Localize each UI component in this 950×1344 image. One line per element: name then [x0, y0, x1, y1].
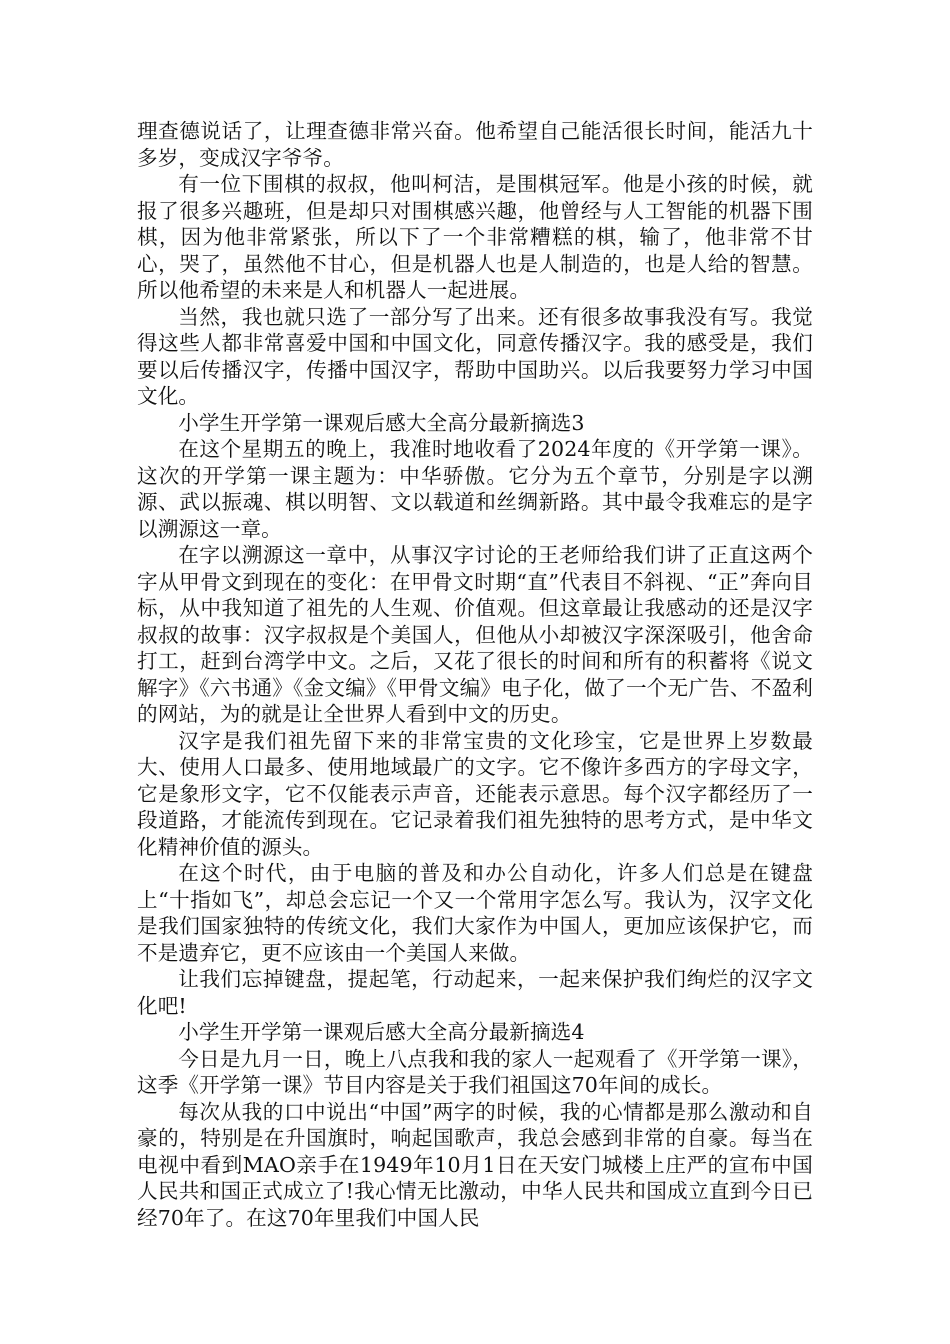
paragraph: 今日是九月一日，晚上八点我和我的家人一起观看了《开学第一课》，这季《开学第一课》节目内容是关于我们祖国这70年间的成长。	[137, 1046, 813, 1097]
section-heading: 小学生开学第一课观后感大全高分最新摘选4	[178, 1020, 585, 1044]
paragraph: 在字以溯源这一章中，从事汉字讨论的王老师给我们讲了正直这两个字从甲骨文到现在的变化：在甲骨文时期“直”代表目不斜视、“正”奔向目标，从中我知道了祖先的人生观、价值观。但这章最让我感动的还是汉字叔叔的故事：汉字叔叔是个美国人，但他从小却被汉字深深吸引，他舍命打工，赶到台湾学中文。之后，又花了很长的时间和所有的积蓄将《说文解字》《六书通》《金文编》《甲骨文编》电子化，做了一个无广告、不盈利的网站，为的就是让全世界人看到中文的历史。	[137, 543, 813, 726]
paragraph: 在这个星期五的晚上，我准时地收看了2024年度的《开学第一课》。这次的开学第一课主题为：中华骄傲。它分为五个章节，分别是字以溯源、武以振魂、棋以明智、文以载道和丝绸新路。其中最令我难忘的是字以溯源这一章。	[137, 437, 813, 541]
paragraph: 有一位下围棋的叔叔，他叫柯洁，是围棋冠军。他是小孩的时候，就报了很多兴趣班，但是却只对围棋感兴趣，他曾经与人工智能的机器下围棋，因为他非常紧张，所以下了一个非常糟糕的棋，输了，他非常不甘心，哭了，虽然他不甘心，但是机器人也是人制造的，也是人给的智慧。所以他希望的未来是人和机器人一起进展。	[137, 172, 813, 302]
paragraph: 在这个时代，由于电脑的普及和办公自动化，许多人们总是在键盘上“十指如飞”，却总会忘记一个又一个常用字怎么写。我认为，汉字文化是我们国家独特的传统文化，我们大家作为中国人，更加应该保护它，而不是遗弃它，更不应该由一个美国人来做。	[137, 861, 813, 965]
document-page	[137, 118, 813, 1231]
paragraph: 让我们忘掉键盘，提起笔，行动起来，一起来保护我们绚烂的汉字文化吧!	[137, 967, 813, 1018]
paragraph: 理查德说话了，让理查德非常兴奋。他希望自己能活很长时间，能活九十多岁，变成汉字爷爷。	[137, 119, 813, 170]
paragraph: 汉字是我们祖先留下来的非常宝贵的文化珍宝，它是世界上岁数最大、使用人口最多、使用地域最广的文字。它不像许多西方的字母文字，它是象形文字，它不仅能表示声音，还能表示意思。每个汉字都经历了一段道路，才能流传到现在。它记录着我们祖先独特的思考方式，是中华文化精神价值的源头。	[137, 728, 813, 859]
section-heading: 小学生开学第一课观后感大全高分最新摘选3	[178, 410, 585, 435]
paragraph: 当然，我也就只选了一部分写了出来。还有很多故事我没有写。我觉得这些人都非常喜爱中国和中国文化，同意传播汉字。我的感受是，我们要以后传播汉字，传播中国汉字，帮助中国助兴。以后我要努力学习中国文化。	[137, 304, 813, 408]
paragraph: 每次从我的口中说出“中国”两字的时候，我的心情都是那么激动和自豪的，特别是在升国旗时，响起国歌声，我总会感到非常的自豪。每当在电视中看到MAO亲手在1949年10月1日在天安门城楼上庄严的宣布中国人民共和国正式成立了!我心情无比激动，中华人民共和国成立直到今日已经70年了。在这70年里我们中国人民	[137, 1099, 813, 1230]
